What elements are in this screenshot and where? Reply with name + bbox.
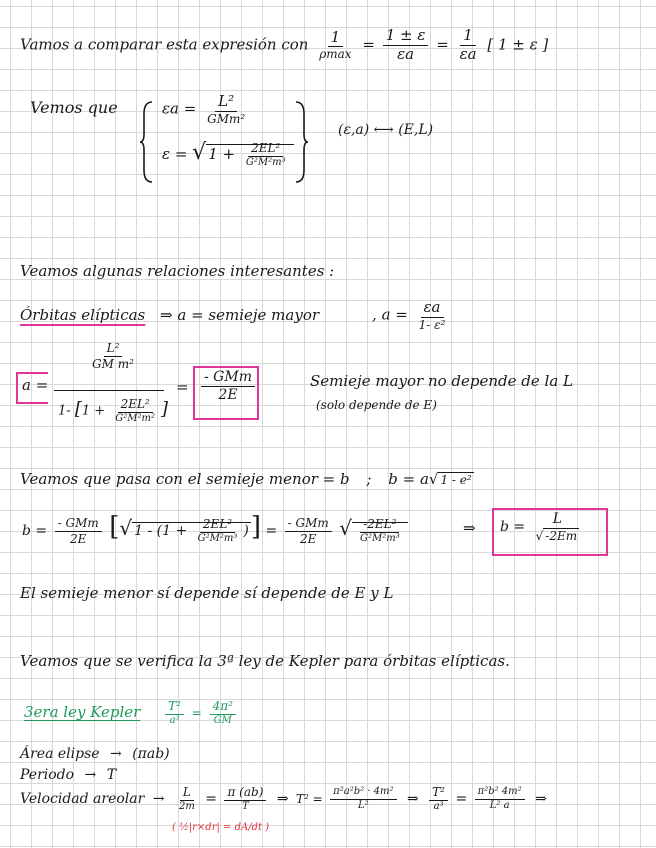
frac-den: εa — [459, 44, 477, 63]
frac-num: T² — [165, 700, 184, 715]
frac-den: 2E — [69, 531, 87, 546]
frac-num: 2EL² — [248, 142, 283, 157]
arrow: → — [152, 791, 165, 808]
sqrt-inner: 1 + — [208, 145, 236, 163]
frac-num: εa — [421, 300, 444, 318]
b-calc — [22, 512, 408, 545]
frac-den: 2E — [300, 531, 317, 546]
area-label: Área elipse — [20, 746, 100, 762]
bottom-fraction — [112, 398, 158, 424]
mapping: (ε,a) ⟷ (E,L) — [338, 122, 434, 138]
b-inner-fraction — [195, 518, 241, 544]
sqrt-symbol: √ — [192, 140, 207, 165]
area-value: (πab) — [132, 746, 170, 762]
sqrt-symbol: √ — [535, 528, 544, 543]
frac-num: - GMm — [55, 517, 102, 532]
frac-num: 2EL² — [118, 398, 153, 413]
frac-den: G²M²m³ — [245, 156, 286, 168]
bracket-close: ] — [161, 398, 169, 420]
velocidad-line — [20, 786, 547, 812]
relaciones-heading: Veamos algunas relaciones interesantes : — [20, 262, 335, 280]
kepler-rhs-fraction — [210, 700, 236, 726]
b-lhs: b = — [22, 523, 48, 539]
sqrt-symbol: √ — [119, 516, 133, 540]
frac-den: G²M²m³ — [359, 532, 400, 544]
kepler-intro: Veamos que se verifica la 3ª ley de Kepler para órbitas elípticas. — [20, 652, 510, 670]
frac-num: π (ab) — [224, 786, 266, 801]
frac-num: 4π² — [210, 700, 236, 715]
comma: , — [372, 305, 377, 324]
a-result — [198, 370, 258, 402]
frac-den — [533, 529, 582, 543]
equals: = — [455, 791, 468, 808]
frac-num: 2EL² — [200, 518, 235, 533]
a-lhs: a = — [381, 305, 408, 324]
bracket-close: ] — [250, 512, 262, 542]
frac-den: L² a — [489, 799, 510, 811]
frac-num: -2EL² — [360, 518, 399, 533]
menor-line — [20, 470, 474, 488]
b-frac-1 — [55, 517, 102, 545]
left-brace — [140, 100, 160, 184]
frac-num: π²a²b² · 4m² — [330, 787, 396, 800]
frac-num: T² — [429, 786, 448, 801]
frac-den: εa — [397, 44, 415, 63]
b-sqrt-content — [132, 516, 251, 544]
equals: = — [265, 523, 278, 539]
eps-equation — [162, 140, 294, 168]
frac-num: - GMm — [201, 370, 255, 387]
frac-num: - GMm — [285, 517, 332, 532]
eps-fraction — [243, 142, 289, 168]
b-root-fraction — [357, 518, 403, 544]
sqrt-content — [206, 140, 293, 168]
frac-num: 1 — [328, 30, 344, 48]
vel-frac-5 — [475, 787, 525, 811]
orbitas-line — [20, 306, 319, 324]
orbitas-label: Órbitas elípticas — [20, 306, 146, 324]
b-sqrt-2 — [352, 516, 408, 544]
a-calc-bottom — [58, 398, 168, 424]
ea-equation — [162, 94, 251, 125]
b-frac-2 — [285, 517, 332, 545]
comparison-line — [20, 28, 548, 63]
right-brace — [292, 100, 312, 184]
sqrt-symbol: √ — [339, 516, 352, 540]
b-result-root: -2Em — [545, 528, 578, 543]
paren-close: ) — [243, 523, 249, 539]
equals: = — [205, 791, 218, 808]
main-fraction-bar — [54, 390, 164, 391]
kepler-lhs-fraction — [165, 700, 184, 726]
b-implies: ⇒ — [463, 519, 476, 537]
sqrt-symbol: √ — [428, 470, 439, 488]
frac-den: a³ — [169, 714, 180, 726]
fraction-rho — [316, 27, 354, 62]
frac-den: GM m² — [92, 356, 134, 371]
a-definition — [372, 300, 451, 331]
frac-num: 1 — [460, 28, 476, 46]
frac-den: ρmax — [319, 47, 352, 62]
velocidad-label: Velocidad areolar — [20, 791, 145, 808]
frac-den: GMm² — [207, 111, 246, 126]
kepler-label: 3era ley Kepler — [24, 703, 141, 722]
b-eq: b = a — [388, 470, 429, 488]
a-calc-lhs: a = — [22, 376, 49, 394]
ea-fraction — [204, 94, 248, 125]
conclusion: El semieje menor sí depende sí depende de E y L — [20, 584, 394, 602]
vel-frac-3 — [330, 787, 396, 811]
a-calc-top — [60, 342, 166, 370]
top-fraction — [89, 342, 137, 370]
arrow: → — [84, 767, 97, 783]
arrow: ⇒ — [406, 791, 419, 808]
frac-num: L — [550, 512, 565, 529]
b-result-fraction — [533, 512, 582, 542]
frac-den: 1- ε² — [418, 317, 446, 332]
arrow: → — [110, 746, 122, 762]
frac-den: T — [242, 800, 249, 812]
frac-den: G²M²m² — [115, 412, 156, 424]
fraction-ea — [457, 28, 480, 63]
comparison-text: Vamos a comparar esta expresión con — [20, 35, 309, 54]
bracket-expression: [ 1 ± ε ] — [487, 35, 549, 54]
arrow: ⇒ — [535, 791, 547, 808]
b-inner: 1 - (1 + — [134, 523, 188, 539]
frac-num: π²b² 4m² — [475, 787, 525, 800]
vel-frac-2 — [224, 786, 266, 812]
vel-frac-4 — [429, 786, 448, 812]
bracket-open: [ — [109, 512, 120, 542]
equals: = — [191, 706, 202, 721]
kepler-law — [24, 700, 239, 726]
periodo-line — [20, 767, 116, 783]
frac-num: L² — [104, 342, 123, 357]
vemos-label: Vemos que — [30, 98, 118, 117]
b-result-lhs: b = — [500, 519, 526, 536]
bottom-bracket-inner: 1 + — [81, 403, 106, 419]
a-note-1: Semieje mayor no depende de la L — [310, 372, 573, 390]
bottom-one: 1- — [58, 403, 71, 419]
arrow: ⇒ — [276, 791, 289, 808]
bracket-open: [ — [74, 398, 82, 420]
fraction-eps — [383, 28, 429, 63]
area-line — [20, 746, 170, 762]
frac-den: a³ — [433, 800, 444, 812]
b-root: 1 - e² — [440, 473, 472, 487]
frac-den: GM — [213, 714, 232, 726]
frac-den: L² — [358, 799, 369, 811]
semicolon: ; — [366, 470, 372, 488]
ea-lhs: εa = — [162, 99, 197, 118]
equals: = — [362, 35, 375, 54]
periodo-label: Periodo — [20, 767, 75, 783]
b-result — [500, 512, 585, 542]
periodo-value: T — [106, 767, 117, 783]
t2-lhs: T² = — [296, 792, 323, 807]
result-fraction — [201, 370, 255, 402]
a-calc-eq: = — [176, 378, 189, 396]
red-note: ( ½|r×dr| = dA/dt ) — [172, 822, 270, 833]
frac-den: 2E — [218, 386, 238, 403]
menor-text: Veamos que pasa con el semieje menor = b — [20, 470, 350, 488]
frac-num: L — [180, 786, 194, 801]
frac-num: 1 ± ε — [383, 28, 429, 46]
orbitas-implies: ⇒ a = semieje mayor — [160, 306, 320, 324]
vel-frac-1 — [176, 786, 198, 812]
frac-den: 2m — [178, 800, 195, 812]
frac-den: G²M²m³ — [197, 532, 238, 544]
a-fraction — [416, 300, 449, 331]
a-note-2: (solo depende de E) — [316, 398, 437, 412]
eps-lhs: ε = — [162, 145, 188, 163]
equals: = — [436, 35, 449, 54]
frac-num: L² — [215, 94, 237, 112]
